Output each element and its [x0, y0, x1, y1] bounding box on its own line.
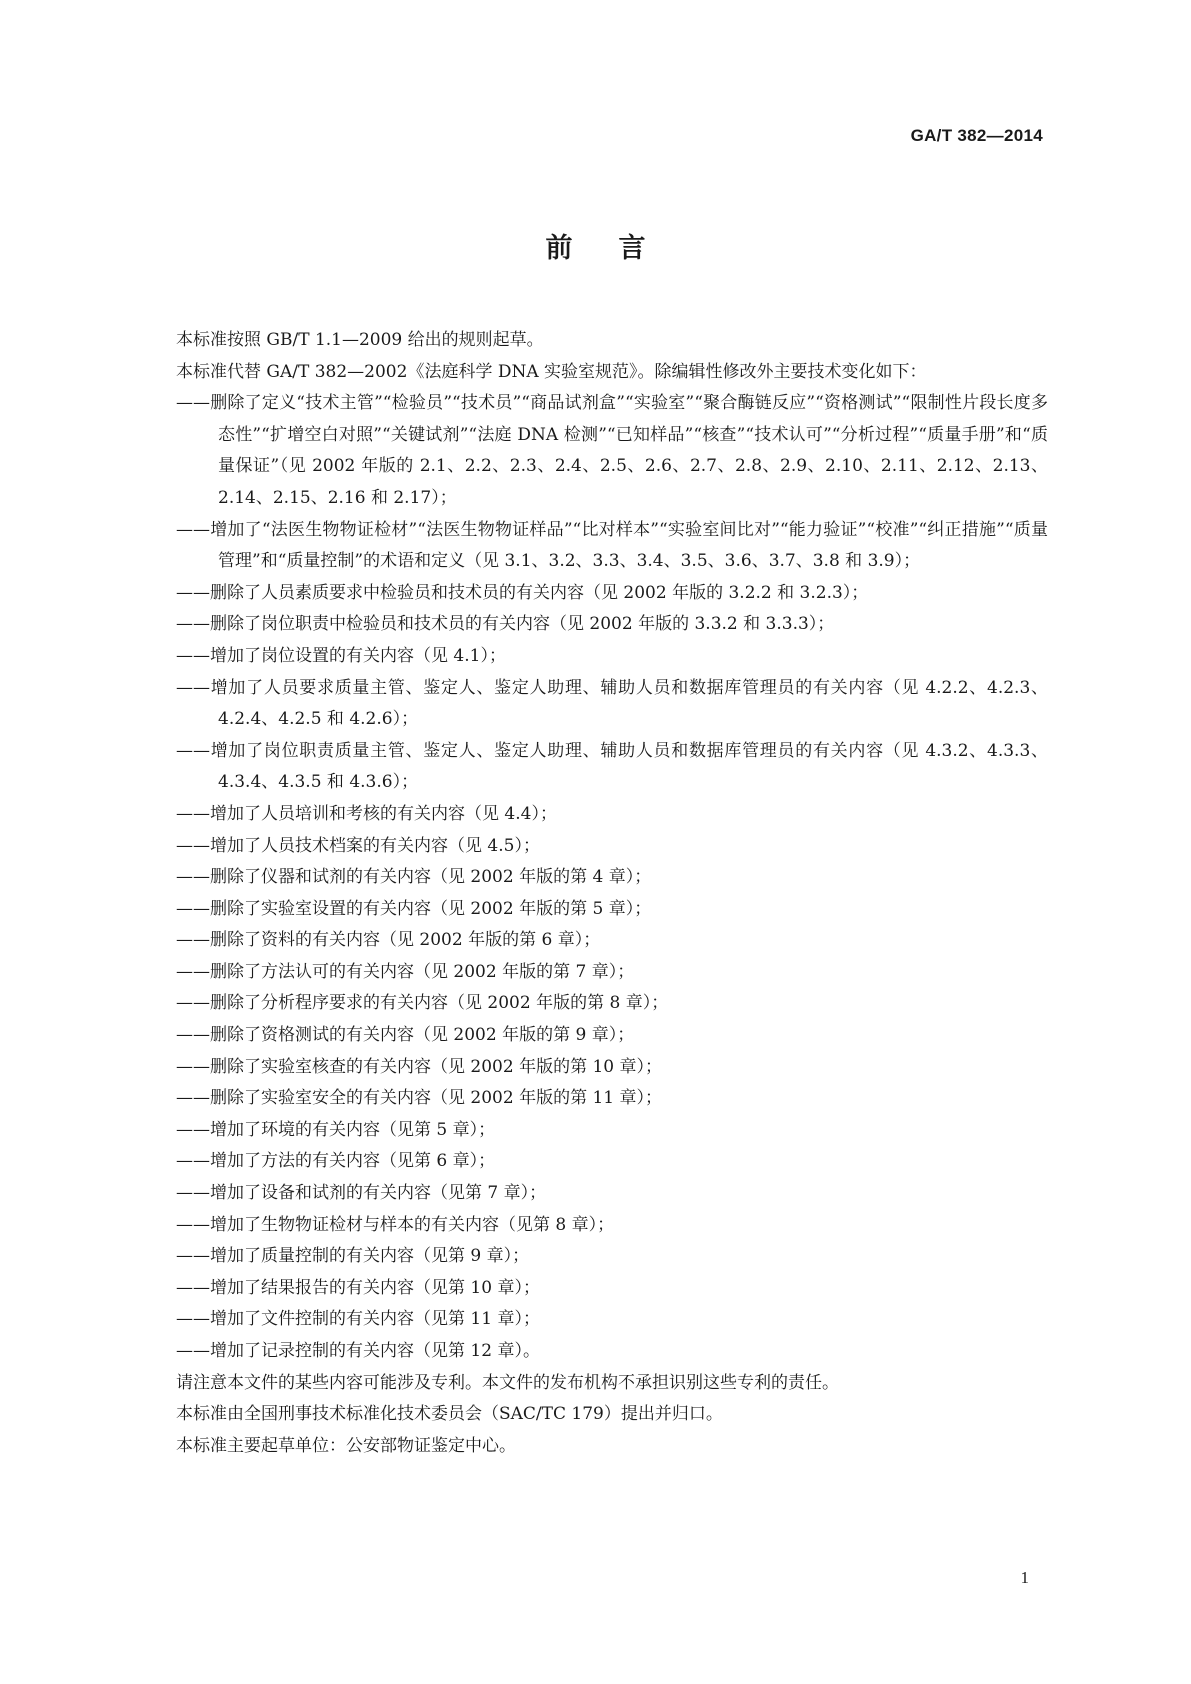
change-item: ——增加了人员要求质量主管、鉴定人、鉴定人助理、辅助人员和数据库管理员的有关内容（见 4.2.2、4.2.3、4.2.4、4.2.5 和 4.2.6）； [176, 677, 1048, 730]
standard-code: GA/T 382—2014 [910, 126, 1043, 145]
change-item: ——增加了环境的有关内容（见第 5 章）； [176, 1119, 496, 1140]
change-item: ——增加了岗位设置的有关内容（见 4.1）； [176, 645, 506, 666]
change-item: ——增加了设备和试剂的有关内容（见第 7 章）； [176, 1183, 547, 1204]
change-item: ——增加了生物物证检材与样本的有关内容（见第 8 章）； [176, 1214, 615, 1235]
change-item: ——删除了实验室设置的有关内容（见 2002 年版的第 5 章）； [176, 898, 652, 919]
closing-paragraph: 本标准由全国刑事技术标准化技术委员会（SAC/TC 179）提出并归口。 [176, 1404, 723, 1425]
document-body [176, 325, 1048, 1462]
change-item: ——删除了资格测试的有关内容（见 2002 年版的第 9 章）； [176, 1025, 635, 1046]
closing-paragraph: 请注意本文件的某些内容可能涉及专利。本文件的发布机构不承担识别这些专利的责任。 [176, 1372, 839, 1393]
change-item: ——删除了岗位职责中检验员和技术员的有关内容（见 2002 年版的 3.3.2 和 3.3.3）； [176, 614, 835, 635]
change-item: ——增加了人员技术档案的有关内容（见 4.5）； [176, 835, 540, 856]
change-item: ——删除了仪器和试剂的有关内容（见 2002 年版的第 4 章）； [176, 867, 652, 888]
change-item: ——删除了定义“技术主管”“检验员”“技术员”“商品试剂盒”“实验室”“聚合酶链反应”“资格测试”“限制性片段长度多态性”“扩增空白对照”“关键试剂”“法庭 DNA 检测”“已知样品”“核查”“技术认可”“分析过程”“质量手册”和“质量保证”（见 2002 年版的 2.1、2.2、2.3、2.4、2.5、2.6、2.7、2.8、2.9、2.10、2.11、2.12、2.13、2.14、2.15、2.16 和 2.17）； [176, 393, 1048, 508]
change-item: ——删除了实验室核查的有关内容（见 2002 年版的第 10 章）； [176, 1056, 663, 1077]
closing-paragraph: 本标准主要起草单位：公安部物证鉴定中心。 [176, 1435, 516, 1456]
change-item: ——删除了分析程序要求的有关内容（见 2002 年版的第 8 章）； [176, 993, 669, 1014]
change-item: ——增加了岗位职责质量主管、鉴定人、鉴定人助理、辅助人员和数据库管理员的有关内容（见 4.3.2、4.3.3、4.3.4、4.3.5 和 4.3.6）； [176, 740, 1048, 793]
page-title: 前言 [545, 233, 692, 264]
intro-paragraph: 本标准按照 GB/T 1.1—2009 给出的规则起草。 [176, 330, 544, 350]
change-item: ——增加了方法的有关内容（见第 6 章）； [176, 1151, 496, 1172]
change-item: ——删除了资料的有关内容（见 2002 年版的第 6 章）； [176, 930, 601, 951]
change-item: ——增加了“法医生物物证检材”“法医生物物证样品”“比对样本”“实验室间比对”“能力验证”“校准”“纠正措施”“质量管理”和“质量控制”的术语和定义（见 3.1、3.2、3.3、3.4、3.5、3.6、3.7、3.8 和 3.9）； [176, 519, 1048, 572]
change-item: ——增加了记录控制的有关内容（见第 12 章）。 [176, 1341, 540, 1361]
change-item: ——增加了结果报告的有关内容（见第 10 章）； [176, 1277, 540, 1298]
change-item: ——增加了人员培训和考核的有关内容（见 4.4）； [176, 803, 557, 824]
page-number: 1 [1020, 1568, 1029, 1587]
change-item: ——删除了人员素质要求中检验员和技术员的有关内容（见 2002 年版的 3.2.2 和 3.2.3）； [176, 582, 869, 603]
change-item: ——增加了文件控制的有关内容（见第 11 章）； [176, 1309, 540, 1330]
change-item: ——删除了实验室安全的有关内容（见 2002 年版的第 11 章）； [176, 1088, 663, 1109]
change-item: ——增加了质量控制的有关内容（见第 9 章）； [176, 1246, 530, 1267]
change-item: ——删除了方法认可的有关内容（见 2002 年版的第 7 章）； [176, 961, 635, 982]
intro-paragraph: 本标准代替 GA/T 382—2002《法庭科学 DNA 实验室规范》。除编辑性修改外主要技术变化如下： [176, 361, 927, 382]
